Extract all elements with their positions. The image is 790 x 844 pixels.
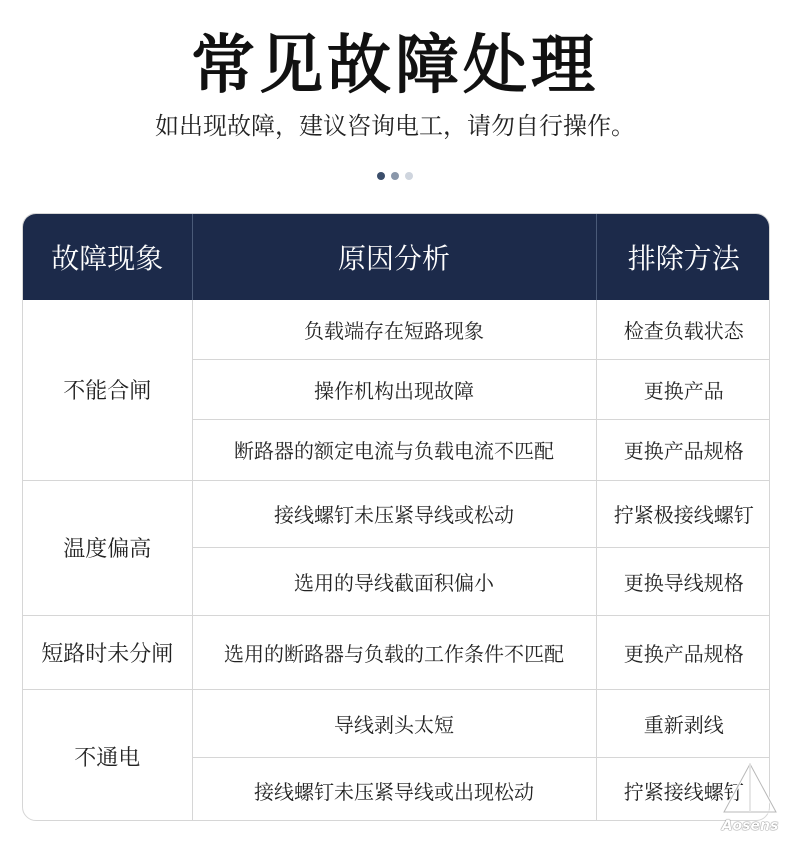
watermark [712,760,788,840]
fix-cell: 更换产品规格 [596,419,770,480]
triangle-logo-icon [720,760,780,816]
carousel-dot-active[interactable] [377,172,385,180]
fault-table [23,214,770,821]
cause-cell: 接线螺钉未压紧导线或出现松动 [192,757,596,821]
cause-cell: 导线剥头太短 [192,689,596,757]
table-row [23,300,770,359]
watermark-text: Aosens [721,818,779,834]
cause-cell: 选用的断路器与负载的工作条件不匹配 [192,615,596,689]
carousel-dot[interactable] [391,172,399,180]
table-row [23,615,770,689]
symptom-cell: 短路时未分闸 [23,615,192,689]
table-row [23,480,770,547]
cause-cell: 负载端存在短路现象 [192,300,596,359]
cause-cell: 选用的导线截面积偏小 [192,547,596,615]
symptom-cell: 不通电 [23,689,192,821]
fix-cell: 重新剥线 [596,689,770,757]
page-title: 常见故障处理 [191,29,599,103]
fix-cell: 拧紧极接线螺钉 [596,480,770,547]
table-header-row [23,214,770,300]
fix-cell: 检查负载状态 [596,300,770,359]
fix-cell: 更换导线规格 [596,547,770,615]
header-fix: 排除方法 [627,242,740,275]
carousel-dots [0,172,790,180]
cause-cell: 接线螺钉未压紧导线或松动 [192,480,596,547]
cause-cell: 操作机构出现故障 [192,359,596,419]
fix-cell: 更换产品规格 [596,615,770,689]
fault-table-container [22,213,770,821]
header-symptom: 故障现象 [23,214,192,300]
table-row [23,689,770,757]
page-subtitle: 如出现故障，建议咨询电工，请勿自行操作。 [155,112,635,140]
symptom-cell: 不能合闸 [23,300,192,480]
fix-cell: 拧紧接线螺钉 [623,780,744,805]
symptom-cell: 温度偏高 [23,480,192,615]
header-cause: 原因分析 [192,214,596,300]
table-body [23,300,770,821]
carousel-dot[interactable] [405,172,413,180]
fix-cell: 更换产品 [596,359,770,419]
cause-cell: 断路器的额定电流与负载电流不匹配 [192,419,596,480]
